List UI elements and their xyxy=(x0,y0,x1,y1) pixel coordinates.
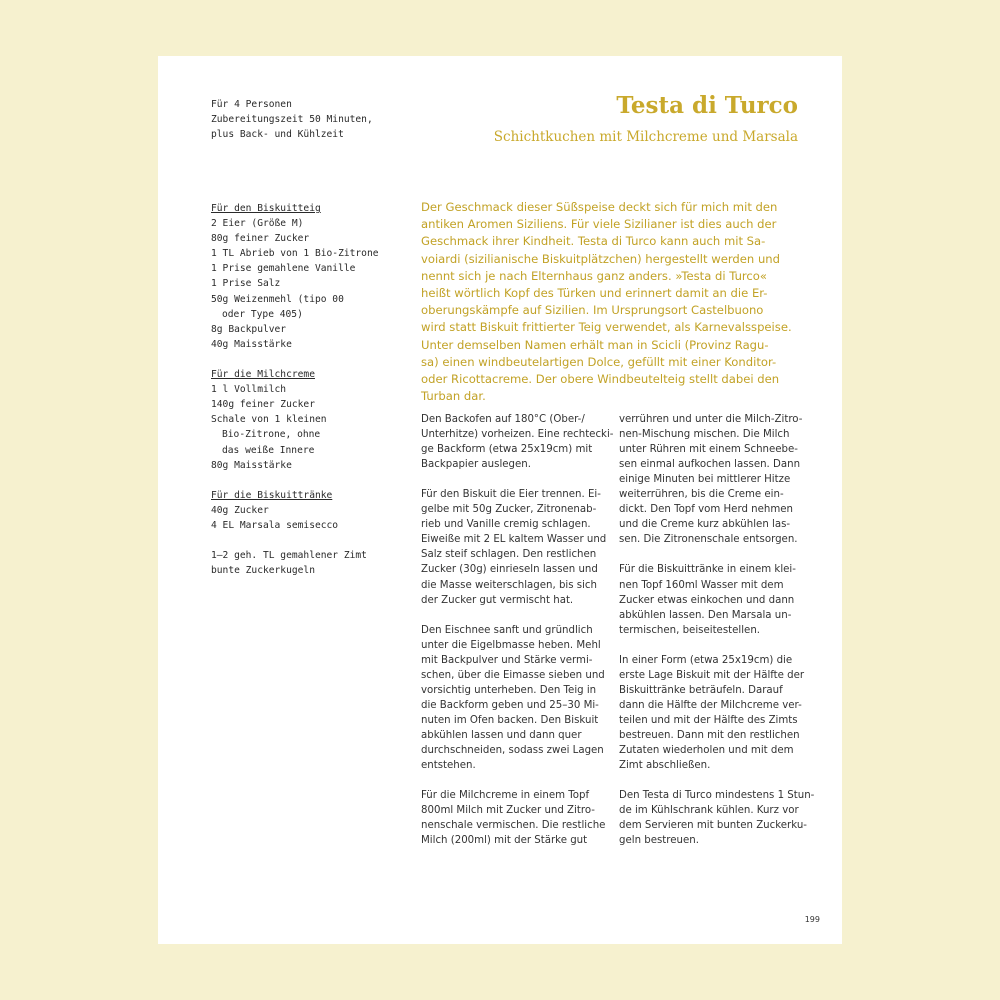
intro-text xyxy=(421,199,799,405)
instruction-paragraph xyxy=(421,788,606,848)
paragraph-gap xyxy=(421,608,603,623)
instruction-line: termischen, beiseitestellen. xyxy=(619,624,761,636)
instruction-line: verrühren und unter die Milch-Zitro- xyxy=(619,414,803,425)
instruction-paragraph xyxy=(421,412,614,472)
instruction-line: In einer Form (etwa 25x19cm) die xyxy=(619,654,793,666)
instruction-line: Zucker (30g) einrieseln lassen und xyxy=(421,564,598,576)
instruction-line: dann die Hälfte der Milchcreme ver- xyxy=(619,699,802,711)
recipe-subtitle: Schichtkuchen mit Milchcreme und Marsala xyxy=(493,129,798,145)
ingredient-item: 50g Weizenmehl (tipo 00 xyxy=(211,293,344,305)
intro-line: Unter demselben Namen erhält man in Scicli (Provinz Ragu- xyxy=(421,337,769,352)
ingredient-item: Bio-Zitrone, ohne xyxy=(222,429,321,441)
intro-line: wird statt Biskuit frittierter Teig verwendet, als Karnevalsspeise. xyxy=(421,320,792,335)
instruction-line: vorsichtig unterheben. Den Teig in xyxy=(421,684,597,696)
paragraph-gap xyxy=(421,472,603,487)
ingredient-item: das weiße Innere xyxy=(222,444,315,456)
instruction-line: entstehen. xyxy=(421,760,476,772)
instruction-line: nuten im Ofen backen. Den Biskuit xyxy=(421,714,599,726)
ingredient-item: 2 Eier (Größe M) xyxy=(211,218,304,230)
instruction-line: unter die Eigelbmasse heben. Mehl xyxy=(421,639,601,651)
instruction-line: Den Backofen auf 180°C (Ober-/ xyxy=(421,414,585,425)
instruction-line: Den Eischnee sanft und gründlich xyxy=(421,624,593,636)
instruction-line: rieb und Vanille cremig schlagen. xyxy=(421,519,591,531)
instruction-line: Zimt abschließen. xyxy=(619,760,711,772)
instruction-paragraph xyxy=(619,653,805,773)
instruction-line: weiterrühren, bis die Creme ein- xyxy=(619,489,784,501)
instruction-line: durchschneiden, sodass zwei Lagen xyxy=(421,745,604,757)
ingredient-item: 40g Maisstärke xyxy=(211,338,292,350)
ingredient-item: 140g feiner Zucker xyxy=(211,399,315,411)
instruction-line: bestreuen. Dann mit den restlichen xyxy=(619,729,800,741)
ingredient-item: 8g Backpulver xyxy=(211,323,287,335)
ingredients-list xyxy=(211,201,391,593)
ingredient-item: 1 TL Abrieb von 1 Bio-Zitrone xyxy=(211,248,379,260)
instruction-line: Für die Milchcreme in einem Topf xyxy=(421,790,590,802)
instruction-paragraph xyxy=(421,487,607,607)
ingredient-item: 1–2 geh. TL gemahlener Zimt xyxy=(211,550,367,562)
instruction-line: Eiweiße mit 2 EL kaltem Wasser und xyxy=(421,534,607,546)
instruction-line: Für den Biskuit die Eier trennen. Ei- xyxy=(421,489,601,501)
recipe-meta xyxy=(211,97,381,142)
intro-line: Der Geschmack dieser Süßspeise deckt sich für mich mit den xyxy=(421,200,778,214)
ingredient-item: 40g Zucker xyxy=(211,504,269,516)
paragraph-gap xyxy=(421,773,603,788)
paragraph-gap xyxy=(619,638,801,653)
ingredient-heading: Für die Milchcreme xyxy=(211,369,315,381)
intro-line: oberungskämpfe auf Sizilien. Im Ursprungsort Castelbuono xyxy=(421,303,764,318)
instruction-line: abkühlen lassen. Den Marsala un- xyxy=(619,609,792,621)
instruction-line: abkühlen lassen und dann quer xyxy=(421,729,582,741)
intro-line: Geschmack ihrer Kindheit. Testa di Turco kann auch mit Sa- xyxy=(421,234,766,249)
instruction-line: unter Rühren mit einem Schneebe- xyxy=(619,444,798,456)
intro-line: Turban dar. xyxy=(421,389,486,404)
intro-line: nennt sich je nach Elternhaus ganz anders. »Testa di Turco« xyxy=(421,268,767,283)
instruction-line: nen-Mischung mischen. Die Milch xyxy=(619,429,790,441)
intro-line: antiken Aromen Siziliens. Für viele Sizilianer ist dies auch der xyxy=(421,217,777,232)
ingredient-item: 4 EL Marsala semisecco xyxy=(211,519,339,531)
recipe-title: Testa di Turco xyxy=(616,92,798,119)
instruction-line: Biskuittränke beträufeln. Darauf xyxy=(619,684,783,696)
instruction-line: die Masse weiterschlagen, bis sich xyxy=(421,579,597,591)
intro-line: sa) einen windbeutelartigen Dolce, gefüllt mit einer Konditor- xyxy=(421,354,777,369)
ingredient-item: 80g Maisstärke xyxy=(211,459,292,471)
instruction-line: Den Testa di Turco mindestens 1 Stun- xyxy=(619,790,815,802)
ingredient-group-biskuit xyxy=(211,201,391,352)
ingredient-item: 80g feiner Zucker xyxy=(211,233,310,245)
instruction-paragraph xyxy=(619,412,801,547)
instruction-line: teilen und mit der Hälfte des Zimts xyxy=(619,714,798,726)
instruction-paragraph xyxy=(619,788,815,848)
instruction-paragraph xyxy=(421,623,603,773)
instruction-line: 800ml Milch mit Zucker und Zitro- xyxy=(421,805,595,817)
instruction-line: einige Minuten bei mittlerer Hitze xyxy=(619,474,791,486)
book-page xyxy=(158,56,842,944)
intro-line: heißt wörtlich Kopf des Türken und erinnert damit an die Er- xyxy=(421,286,768,301)
instruction-line: Für die Biskuittränke in einem klei- xyxy=(619,564,796,576)
instruction-line: nenschale vermischen. Die restliche xyxy=(421,820,606,832)
paragraph-gap xyxy=(619,773,801,788)
ingredient-item: 1 Prise Salz xyxy=(211,278,281,290)
meta-time: Zubereitungszeit 50 Minuten, xyxy=(211,114,373,126)
instruction-line: Unterhitze) vorheizen. Eine rechtecki- xyxy=(421,429,614,441)
intro-line: voiardi (sizilianische Biskuitplätzchen) hergestellt werden und xyxy=(421,251,780,266)
instruction-line: sen. Die Zitronenschale entsorgen. xyxy=(619,534,798,546)
meta-servings: Für 4 Personen xyxy=(211,99,292,110)
meta-extra-time: plus Back- und Kühlzeit xyxy=(211,129,344,141)
instruction-line: und die Creme kurz abkühlen las- xyxy=(619,519,791,531)
ingredient-item: Schale von 1 kleinen xyxy=(211,414,327,426)
ingredient-item: oder Type 405) xyxy=(222,308,303,320)
intro-line: oder Ricottacreme. Der obere Windbeutelteig stellt dabei den xyxy=(421,372,780,387)
ingredient-item: bunte Zuckerkugeln xyxy=(211,565,315,577)
instruction-line: der Zucker gut vermischt hat. xyxy=(421,594,574,606)
ingredient-heading: Für die Biskuittränke xyxy=(211,489,333,501)
instruction-line: mit Backpulver und Stärke vermi- xyxy=(421,654,593,666)
instruction-line: dickt. Den Topf vom Herd nehmen xyxy=(619,504,793,516)
instruction-line: geln bestreuen. xyxy=(619,835,699,847)
instruction-line: Milch (200ml) mit der Stärke gut xyxy=(421,835,588,847)
instruction-line: de im Kühlschrank kühlen. Kurz vor xyxy=(619,805,799,817)
instruction-line: erste Lage Biskuit mit der Hälfte der xyxy=(619,669,805,681)
ingredient-item: 1 Prise gemahlene Vanille xyxy=(211,263,356,275)
ingredient-item: 1 l Vollmilch xyxy=(211,384,287,396)
instruction-line: die Backform geben und 25–30 Mi- xyxy=(421,699,599,711)
ingredient-group-extra xyxy=(211,548,391,578)
instruction-line: schen, über die Eimasse sieben und xyxy=(421,669,605,681)
instruction-line: sen einmal aufkochen lassen. Dann xyxy=(619,459,801,471)
ingredient-group-milchcreme xyxy=(211,367,391,473)
page-number: 199 xyxy=(804,915,820,924)
instruction-line: Backpapier auslegen. xyxy=(421,459,531,471)
instructions-column-left xyxy=(421,412,614,848)
instruction-line: nen Topf 160ml Wasser mit dem xyxy=(619,579,784,591)
instructions-column-right xyxy=(619,412,815,848)
instruction-line: Salz steif schlagen. Den restlichen xyxy=(421,549,597,561)
instruction-line: Zutaten wiederholen und mit dem xyxy=(619,745,794,757)
instruction-line: gelbe mit 50g Zucker, Zitronenab- xyxy=(421,504,597,516)
ingredient-group-traenke xyxy=(211,488,391,533)
paragraph-gap xyxy=(619,547,801,562)
instruction-paragraph xyxy=(619,562,801,637)
instruction-line: Zucker etwas einkochen und dann xyxy=(619,594,795,606)
instruction-line: dem Servieren mit bunten Zuckerku- xyxy=(619,820,807,832)
instruction-line: ge Backform (etwa 25x19cm) mit xyxy=(421,444,593,456)
ingredient-heading: Für den Biskuitteig xyxy=(211,203,321,214)
